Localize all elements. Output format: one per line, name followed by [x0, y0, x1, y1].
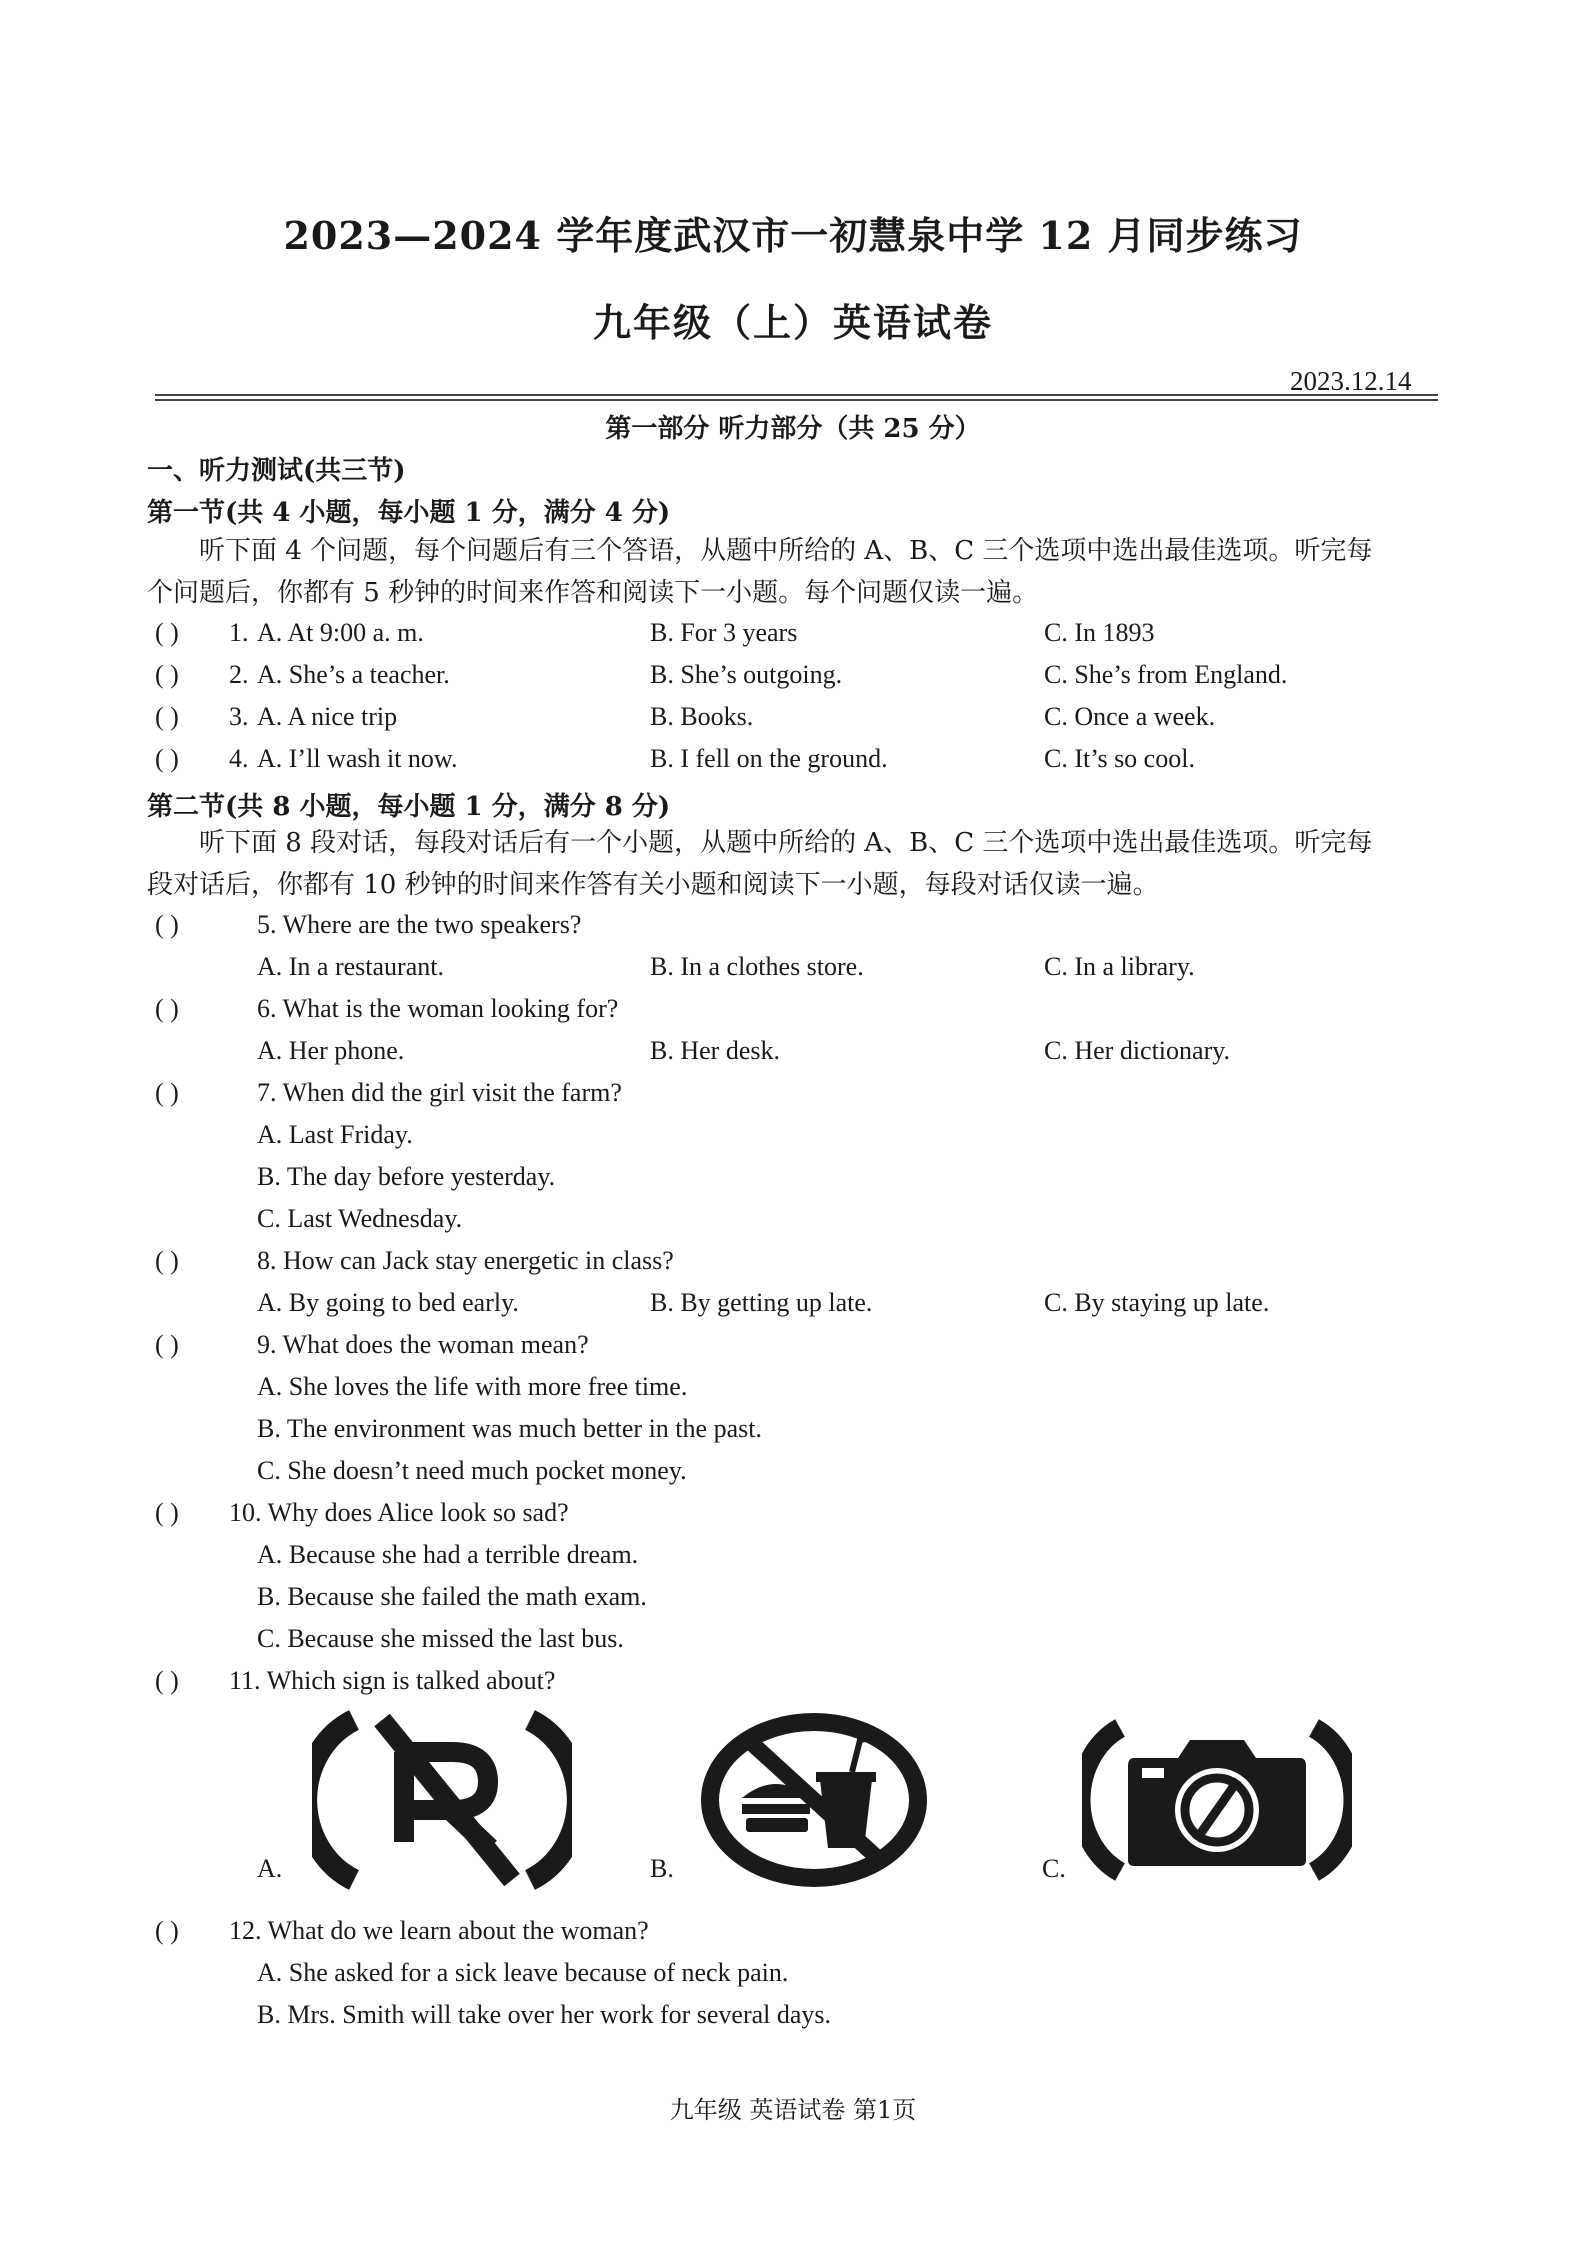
answer-blank[interactable]: ( ) — [155, 910, 179, 939]
option-a: A. At 9:00 a. m. — [257, 618, 424, 647]
option-a: A. Her phone. — [257, 1036, 405, 1065]
option-c: C. She’s from England. — [1044, 660, 1288, 689]
option-b: B. Books. — [650, 702, 754, 731]
no-camera-sign-icon[interactable] — [1082, 1710, 1352, 1890]
option-b: B. For 3 years — [650, 618, 798, 647]
option-a: A. She loves the life with more free time. — [257, 1372, 688, 1401]
question-stem: 5. Where are the two speakers? — [257, 910, 582, 939]
header-rule-2 — [155, 399, 1438, 401]
option-c: C. Once a week. — [1044, 702, 1216, 731]
subsection-1-heading: 第一节(共 4 小题，每小题 1 分，满分 4 分) — [147, 498, 671, 528]
option-b: B. The environment was much better in the past. — [257, 1414, 762, 1443]
question-stem: 6. What is the woman looking for? — [257, 994, 619, 1023]
answer-blank[interactable]: ( ) — [155, 660, 179, 689]
answer-blank[interactable]: ( ) — [155, 1916, 179, 1945]
exam-subtitle: 九年级（上）英语试卷 — [592, 300, 993, 345]
subsection-1-instruction-line-1: 听下面 4 个问题，每个问题后有三个答语，从题中所给的 A、B、C 三个选项中选出最佳选项。听完每 — [199, 536, 1373, 566]
answer-blank[interactable]: ( ) — [155, 1246, 179, 1275]
option-c: C. Her dictionary. — [1044, 1036, 1231, 1065]
question-stem: 8. How can Jack stay energetic in class? — [257, 1246, 674, 1275]
option-a: A. Last Friday. — [257, 1120, 413, 1149]
question-stem: 7. When did the girl visit the farm? — [257, 1078, 622, 1107]
answer-blank[interactable]: ( ) — [155, 744, 179, 773]
section-heading: 一、听力测试(共三节) — [147, 456, 406, 486]
option-a: A. She asked for a sick leave because of neck pain. — [257, 1958, 789, 1987]
question-stem: 12. What do we learn about the woman? — [229, 1916, 649, 1945]
exam-date: 2023.12.14 — [1290, 366, 1412, 396]
option-a: A. In a restaurant. — [257, 952, 444, 981]
sign-c-label: C. — [1042, 1854, 1066, 1883]
page-footer: 九年级 英语试卷 第1页 — [669, 2096, 917, 2124]
option-b: B. Because she failed the math exam. — [257, 1582, 647, 1611]
answer-blank[interactable]: ( ) — [155, 994, 179, 1023]
answer-blank[interactable]: ( ) — [155, 1498, 179, 1527]
answer-blank[interactable]: ( ) — [155, 1666, 179, 1695]
subsection-2-instruction-line-1: 听下面 8 段对话，每段对话后有一个小题，从题中所给的 A、B、C 三个选项中选出最佳选项。听完每 — [199, 828, 1373, 858]
option-a: A. She’s a teacher. — [257, 660, 450, 689]
question-stem: 9. What does the woman mean? — [257, 1330, 589, 1359]
option-b: B. I fell on the ground. — [650, 744, 888, 773]
option-a: A. I’ll wash it now. — [257, 744, 458, 773]
answer-blank[interactable]: ( ) — [155, 1330, 179, 1359]
option-a: A. Because she had a terrible dream. — [257, 1540, 639, 1569]
question-number: 3. — [229, 702, 249, 731]
answer-blank[interactable]: ( ) — [155, 702, 179, 731]
sign-b-label: B. — [650, 1854, 674, 1883]
question-number: 2. — [229, 660, 249, 689]
registered-trademark-sign-icon[interactable] — [312, 1710, 572, 1890]
no-food-drink-sign-icon[interactable] — [694, 1710, 934, 1890]
sign-a-label: A. — [257, 1854, 283, 1883]
question-stem: 10. Why does Alice look so sad? — [229, 1498, 569, 1527]
option-c: C. Last Wednesday. — [257, 1204, 463, 1233]
option-c: C. By staying up late. — [1044, 1288, 1270, 1317]
option-b: B. By getting up late. — [650, 1288, 873, 1317]
option-b: B. Her desk. — [650, 1036, 780, 1065]
option-c: C. In a library. — [1044, 952, 1195, 981]
exam-title: 2023—2024 学年度武汉市一初慧泉中学 12 月同步练习 — [283, 213, 1303, 258]
option-b: B. She’s outgoing. — [650, 660, 843, 689]
option-b: B. Mrs. Smith will take over her work for several days. — [257, 2000, 832, 2029]
option-c: C. It’s so cool. — [1044, 744, 1195, 773]
option-a: A. A nice trip — [257, 702, 398, 731]
question-number: 1. — [229, 618, 249, 647]
subsection-1-instruction-line-2: 个问题后，你都有 5 秒钟的时间来作答和阅读下一小题。每个问题仅读一遍。 — [147, 578, 1039, 608]
option-b: B. In a clothes store. — [650, 952, 864, 981]
option-c: C. She doesn’t need much pocket money. — [257, 1456, 687, 1485]
header-rule — [155, 394, 1438, 396]
part-title: 第一部分 听力部分（共 25 分） — [605, 414, 981, 444]
answer-blank[interactable]: ( ) — [155, 618, 179, 647]
option-a: A. By going to bed early. — [257, 1288, 519, 1317]
option-c: C. In 1893 — [1044, 618, 1155, 647]
question-stem: 11. Which sign is talked about? — [229, 1666, 556, 1695]
question-number: 4. — [229, 744, 249, 773]
option-c: C. Because she missed the last bus. — [257, 1624, 624, 1653]
option-b: B. The day before yesterday. — [257, 1162, 556, 1191]
subsection-2-instruction-line-2: 段对话后，你都有 10 秒钟的时间来作答有关小题和阅读下一小题，每段对话仅读一遍。 — [147, 870, 1159, 900]
subsection-2-heading: 第二节(共 8 小题，每小题 1 分，满分 8 分) — [147, 792, 671, 822]
answer-blank[interactable]: ( ) — [155, 1078, 179, 1107]
